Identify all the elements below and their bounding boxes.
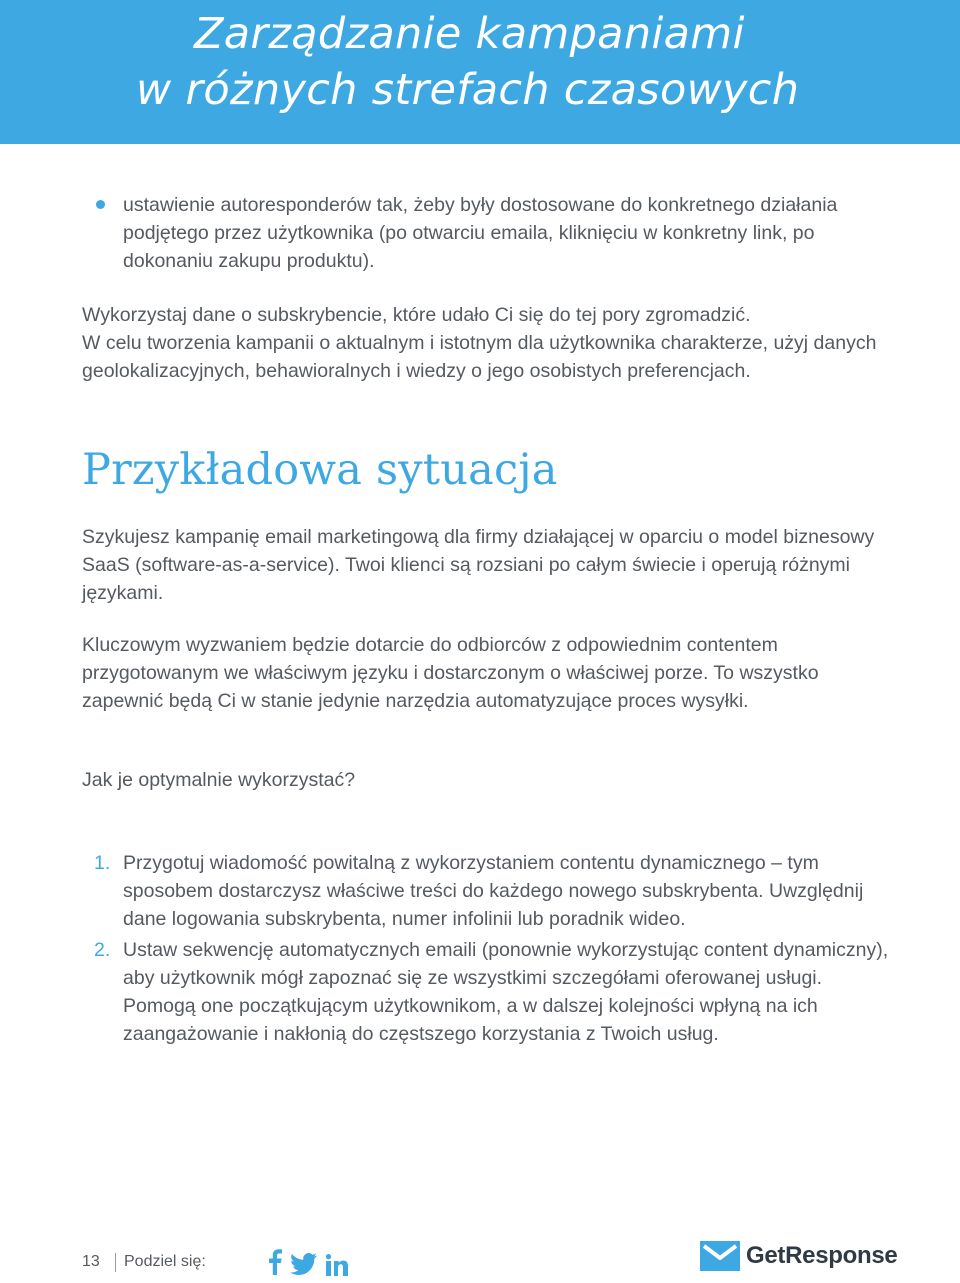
bullet-dot-icon bbox=[96, 200, 105, 209]
step-item bbox=[94, 849, 894, 933]
footer-divider bbox=[115, 1253, 116, 1272]
page-title-line-2: w różnych strefach czasowych bbox=[136, 65, 800, 115]
brand-name: GetResponse bbox=[746, 1242, 898, 1269]
share-label: Podziel się: bbox=[124, 1253, 206, 1270]
twitter-icon[interactable] bbox=[290, 1249, 317, 1275]
paragraph-subscriber-data: Wykorzystaj dane o subskrybencie, które udało Ci się do tej pory zgromadzić. bbox=[82, 304, 751, 326]
linkedin-icon[interactable] bbox=[326, 1249, 348, 1275]
page-title-line-1: Zarządzanie kampaniami bbox=[194, 9, 745, 59]
header-banner bbox=[0, 0, 960, 144]
paragraph-scenario: Szykujesz kampanię email marketingową dla firmy działającej w oparciu o model biznesowy SaaS (software-as-a-service). Twoi klienci są rozsiani po całym świecie i operują różnymi językami. bbox=[82, 526, 875, 604]
page-title bbox=[136, 6, 936, 118]
bullet-text: ustawienie autoresponderów tak, żeby były dostosowane do konkretnego działania podjętego przez użytkownika (po otwarciu emaila, kliknięciu w konkretny link, po dokonaniu zakupu produktu). bbox=[123, 194, 838, 272]
paragraph-challenge: Kluczowym wyzwaniem będzie dotarcie do odbiorców z odpowiednim contentem przygotowanym we właściwym języku i dostarczonym o właściwej porze. To wszystko zapewnić będą Ci w stanie jedynie narzędzia automatyzujące proces wysyłki. bbox=[82, 634, 819, 712]
step-text: Przygotuj wiadomość powitalną z wykorzystaniem contentu dynamicznego – tym sposobem dostarczysz właściwe treści do każdego nowego subskrybenta. Uwzględnij dane logowania subskrybenta, numer infolinii lub poradnik wideo. bbox=[123, 852, 864, 930]
section-heading: Przykładowa sytuacja bbox=[82, 445, 558, 495]
facebook-icon[interactable] bbox=[268, 1249, 282, 1275]
step-text: Ustaw sekwencję automatycznych emaili (ponownie wykorzystując content dynamiczny), aby użytkownik mógł zapoznać się ze wszystkimi szczegółami oferowanej usługi. Pomogą one początkującym użytkownikom, a w dalszej kolejności wpłyną na ich zaangażowanie i nakłonią do częstszego korzystania z Twoich usług. bbox=[123, 939, 889, 1045]
paragraph-question: Jak je optymalnie wykorzystać? bbox=[82, 769, 356, 791]
step-number: 1. bbox=[94, 852, 111, 874]
step-number: 2. bbox=[94, 939, 111, 961]
page-number: 13 bbox=[82, 1253, 100, 1270]
envelope-logo-icon bbox=[700, 1241, 740, 1271]
steps-list bbox=[94, 849, 894, 1051]
bullet-list bbox=[94, 191, 874, 275]
step-item bbox=[94, 936, 894, 1048]
bullet-item bbox=[94, 191, 874, 275]
getresponse-logo bbox=[700, 1237, 898, 1275]
paragraph-geolocation: W celu tworzenia kampanii o aktualnym i istotnym dla użytkownika charakterze, użyj danych geolokalizacyjnych, behawioralnych i wiedzy o jego osobistych preferencjach. bbox=[82, 332, 877, 382]
